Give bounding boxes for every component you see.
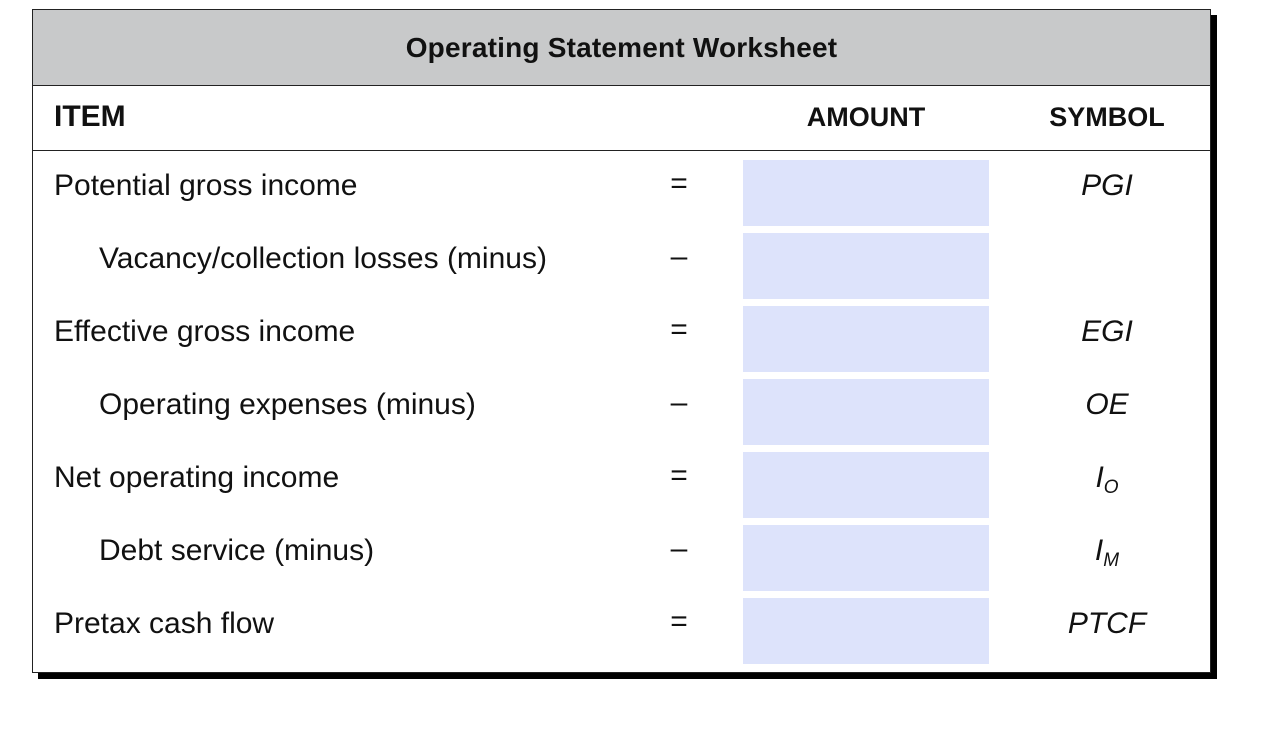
amount-column-header: AMOUNT bbox=[806, 102, 926, 132]
row-label: Vacancy/collection losses (minus) bbox=[99, 242, 547, 275]
symbol-text: OE bbox=[1085, 388, 1129, 421]
equals-operator: = bbox=[670, 605, 688, 638]
row-label: Pretax cash flow bbox=[54, 607, 275, 640]
column-header-row bbox=[33, 86, 1210, 151]
row-net-operating-income bbox=[33, 443, 1210, 511]
symbol-text: PGI bbox=[1081, 169, 1133, 202]
minus-operator: – bbox=[670, 240, 688, 273]
symbol-text: EGI bbox=[1081, 315, 1133, 348]
symbol-subscript: M bbox=[1103, 550, 1120, 571]
row-symbol bbox=[1033, 534, 1181, 572]
amount-input-vacancy-collection-losses[interactable] bbox=[743, 233, 989, 299]
symbol-text: PTCF bbox=[1067, 607, 1147, 640]
equals-operator: = bbox=[670, 313, 688, 346]
row-label: Net operating income bbox=[54, 461, 340, 494]
equals-operator: = bbox=[670, 459, 688, 492]
row-potential-gross-income bbox=[33, 151, 1210, 219]
row-effective-gross-income bbox=[33, 297, 1210, 365]
row-symbol bbox=[1033, 169, 1181, 207]
amount-input-potential-gross-income[interactable] bbox=[743, 160, 989, 226]
worksheet-title: Operating Statement Worksheet bbox=[405, 31, 838, 63]
row-vacancy-collection-losses bbox=[33, 224, 1210, 292]
amount-input-pretax-cash-flow[interactable] bbox=[743, 598, 989, 664]
row-symbol bbox=[1033, 461, 1181, 499]
row-debt-service bbox=[33, 516, 1210, 584]
symbol-column-header: SYMBOL bbox=[1049, 102, 1165, 132]
row-pretax-cash-flow bbox=[33, 589, 1210, 657]
row-label: Potential gross income bbox=[54, 169, 358, 202]
symbol-subscript: O bbox=[1103, 477, 1119, 498]
amount-input-effective-gross-income[interactable] bbox=[743, 306, 989, 372]
row-symbol bbox=[1033, 607, 1181, 645]
amount-input-net-operating-income[interactable] bbox=[743, 452, 989, 518]
symbol-text: I bbox=[1095, 461, 1104, 494]
row-label: Effective gross income bbox=[54, 315, 356, 348]
minus-operator: – bbox=[670, 532, 688, 565]
row-label: Debt service (minus) bbox=[99, 534, 375, 567]
row-label: Operating expenses (minus) bbox=[99, 388, 476, 421]
row-operating-expenses bbox=[33, 370, 1210, 438]
amount-input-debt-service[interactable] bbox=[743, 525, 989, 591]
operating-statement-worksheet bbox=[32, 9, 1211, 673]
item-column-header: ITEM bbox=[54, 100, 126, 133]
worksheet-title-bar bbox=[33, 10, 1210, 86]
row-symbol bbox=[1033, 315, 1181, 353]
equals-operator: = bbox=[670, 167, 688, 200]
symbol-text: I bbox=[1094, 534, 1104, 567]
row-symbol bbox=[1033, 388, 1181, 426]
minus-operator: – bbox=[670, 386, 688, 419]
amount-input-operating-expenses[interactable] bbox=[743, 379, 989, 445]
